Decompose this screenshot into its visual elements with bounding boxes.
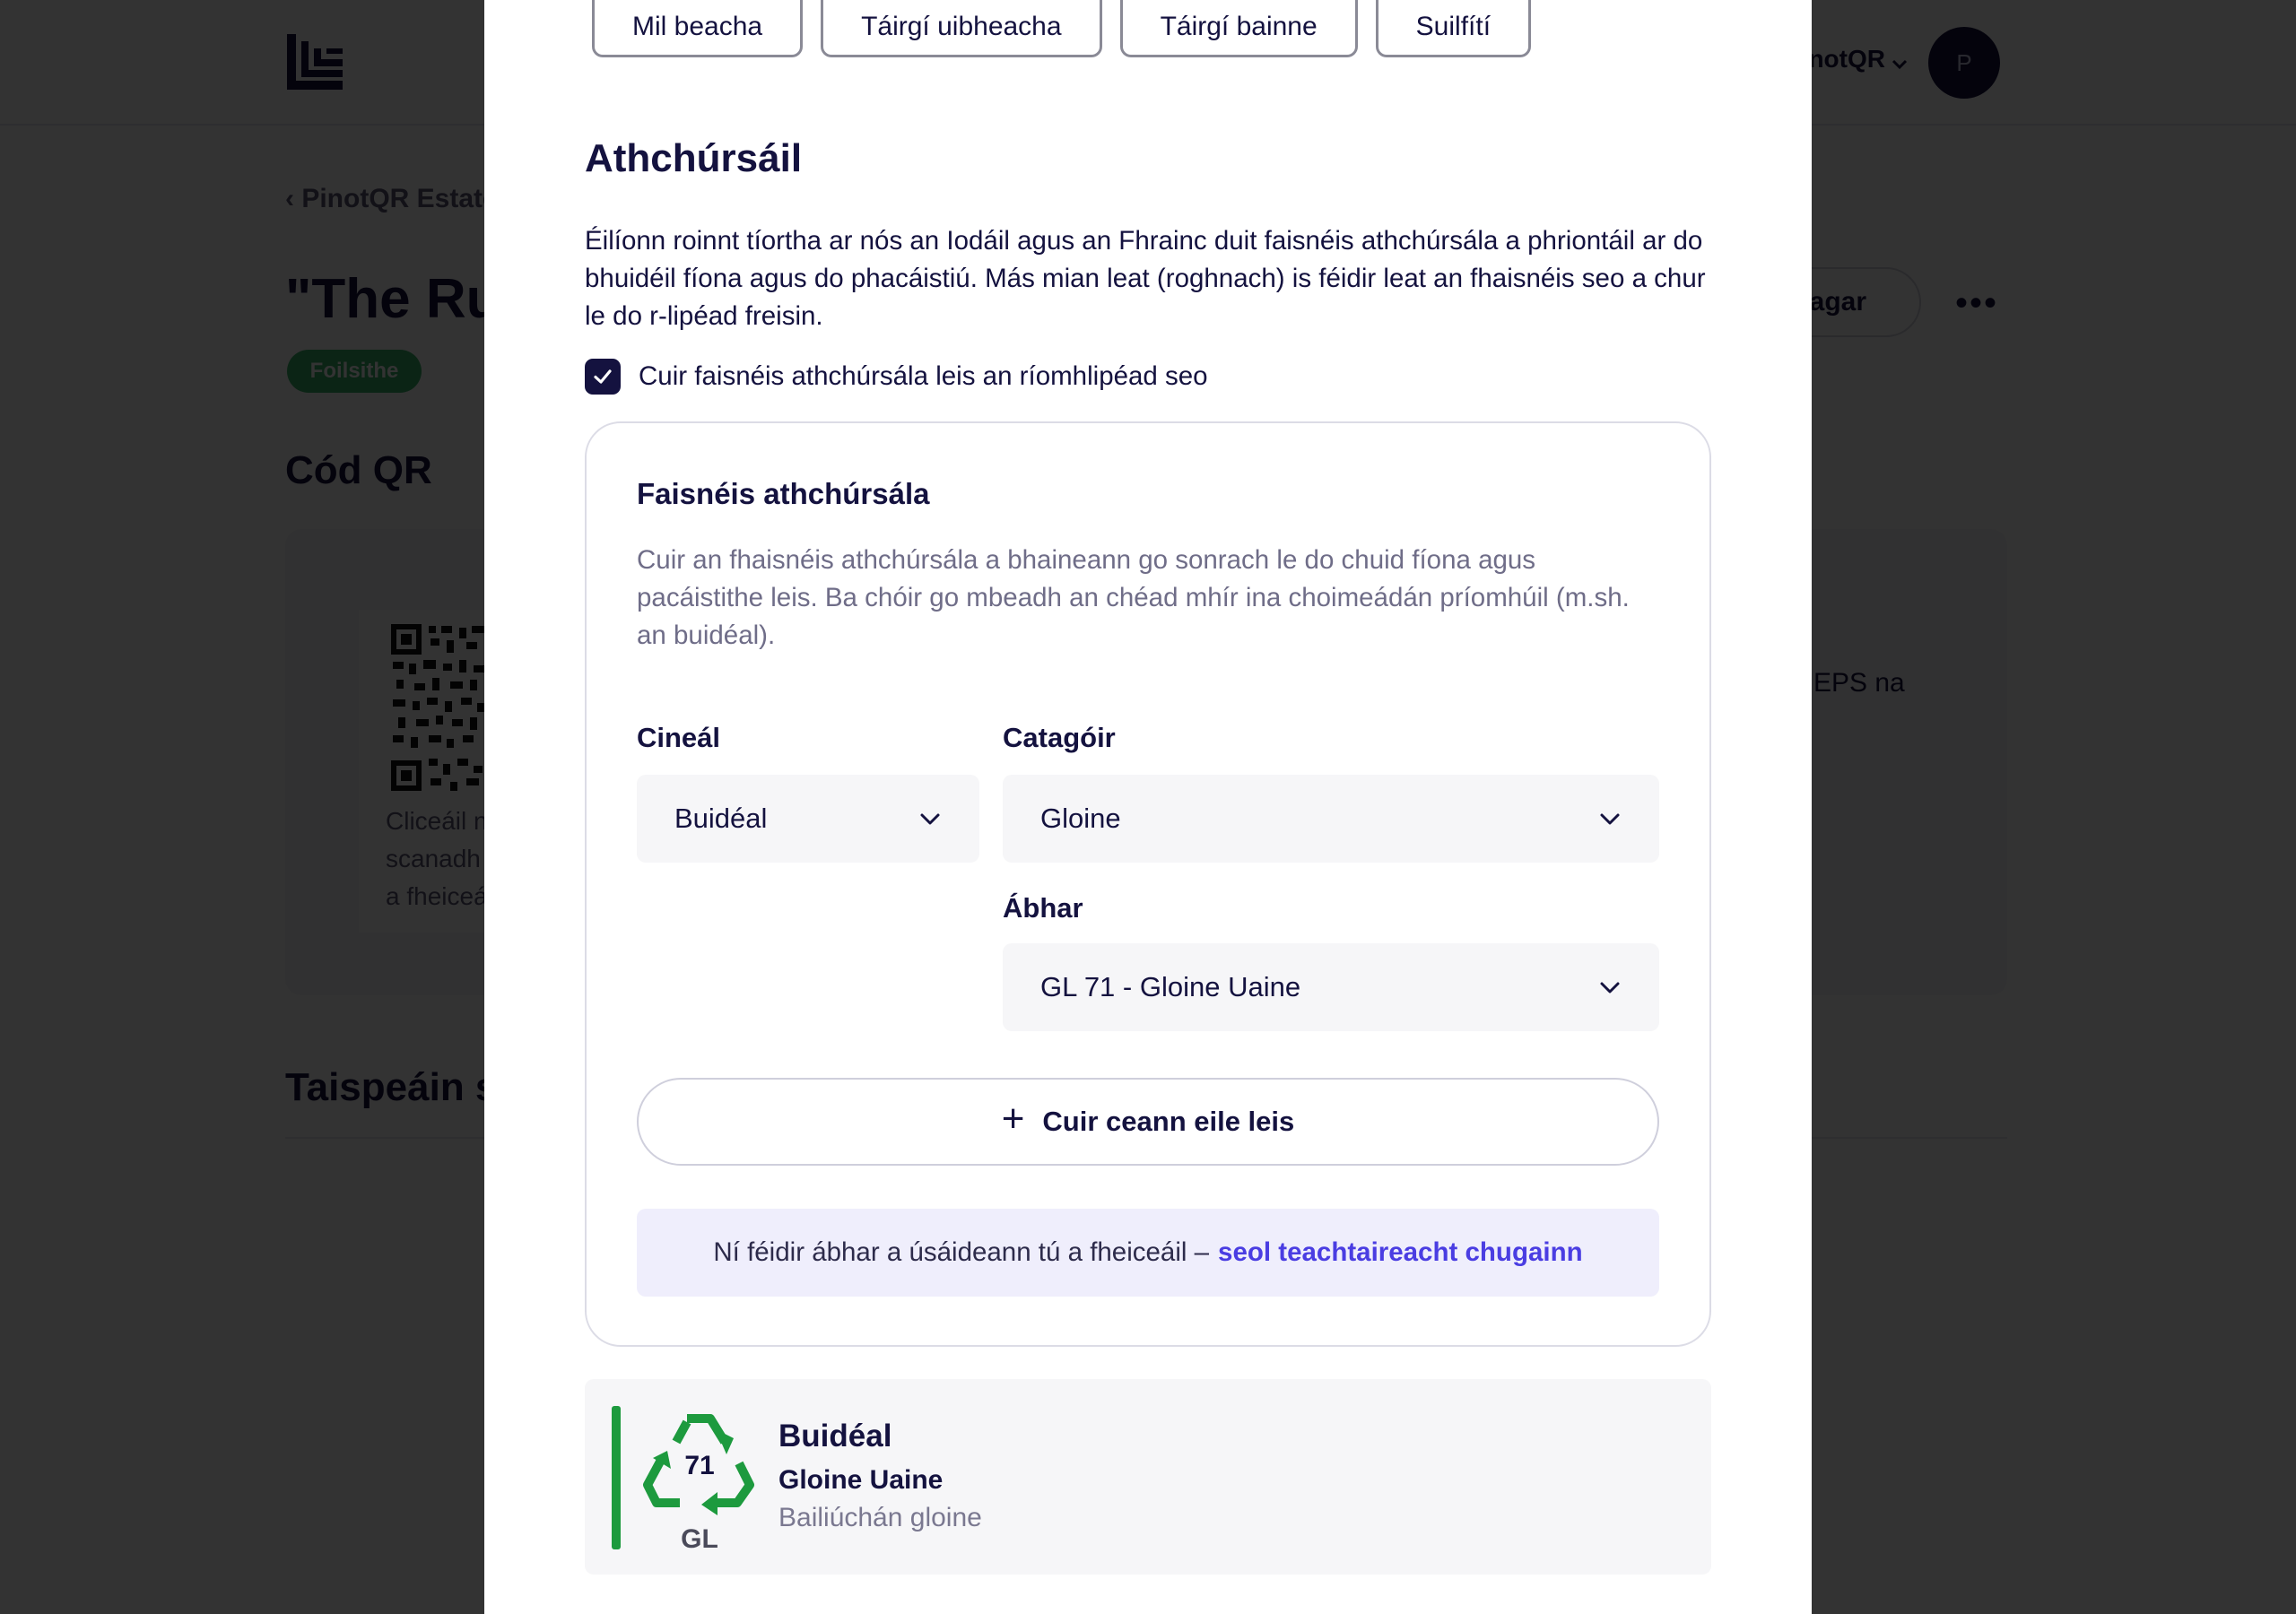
add-recycling-info-checkbox-row[interactable]: [585, 359, 1208, 395]
chip-egg-products[interactable]: Táirgí uibheacha: [821, 0, 1101, 57]
notice-text: Ní féidir ábhar a úsáideann tú a fheiceáil –: [713, 1237, 1210, 1267]
preview-disposal: Bailiúchán gloine: [778, 1503, 982, 1532]
preview-accent-bar: [612, 1406, 621, 1549]
recycling-code-number: 71: [684, 1451, 715, 1480]
preview-material: Gloine Uaine: [778, 1465, 944, 1495]
card-title: Faisnéis athchúrsála: [637, 477, 930, 510]
add-recycling-info-checkbox[interactable]: [585, 359, 621, 395]
recycling-preview: [585, 1379, 1711, 1575]
recycling-section-title: Athchúrsáil: [585, 136, 803, 180]
material-select-value: GL 71 - Gloine Uaine: [1040, 971, 1301, 1002]
checkbox-label: Cuir faisnéis athchúrsála leis an ríomhlipéad seo: [639, 361, 1208, 391]
add-another-button[interactable]: [637, 1078, 1659, 1166]
allergen-chips: [592, 0, 1531, 57]
chip-honey[interactable]: Mil beacha: [592, 0, 803, 57]
add-another-label: Cuir ceann eile leis: [1042, 1106, 1295, 1137]
chevron-down-icon: [1598, 807, 1622, 830]
type-label: Cineál: [637, 722, 721, 753]
preview-title: Buidéal: [778, 1419, 892, 1453]
recycling-info-card: [585, 421, 1711, 1347]
card-description: Cuir an fhaisnéis athchúrsála a bhaineann go sonrach le do chuid fíona agus pacáistithe leis. Ba chóir go mbeadh an chéad mhír ina choimeádán príomhúil (m.sh. an buidéal).: [637, 545, 1630, 650]
material-select[interactable]: [1003, 943, 1659, 1031]
checkmark-icon: [592, 366, 613, 387]
category-select[interactable]: [1003, 775, 1659, 863]
type-select[interactable]: [637, 775, 979, 863]
material-label: Ábhar: [1003, 892, 1083, 924]
missing-material-notice: [637, 1209, 1659, 1297]
contact-us-link[interactable]: seol teachtaireacht chugainn: [1218, 1237, 1583, 1267]
category-label: Catagóir: [1003, 722, 1116, 753]
chip-dairy-products[interactable]: Táirgí bainne: [1120, 0, 1358, 57]
recycling-code-letters: GL: [681, 1524, 718, 1554]
category-select-value: Gloine: [1040, 803, 1121, 834]
recycling-description: Éilíonn roinnt tíortha ar nós an Iodáil agus an Fhrainc duit faisnéis athchúrsála a phriontáil ar do bhuidéil fíona agus do phacáistiú. Más mian leat (roghnach) is féidir leat an fhaisnéis seo a chur le do r-lipéad freisin.: [585, 226, 1706, 331]
recycling-modal: [484, 0, 1812, 1614]
plus-icon: +: [1001, 1097, 1025, 1141]
type-select-value: Buidéal: [674, 803, 768, 834]
recycling-symbol-icon: [640, 1406, 757, 1557]
chevron-down-icon: [918, 807, 942, 830]
chevron-down-icon: [1598, 976, 1622, 999]
chip-sulphites[interactable]: Suilfítí: [1376, 0, 1531, 57]
